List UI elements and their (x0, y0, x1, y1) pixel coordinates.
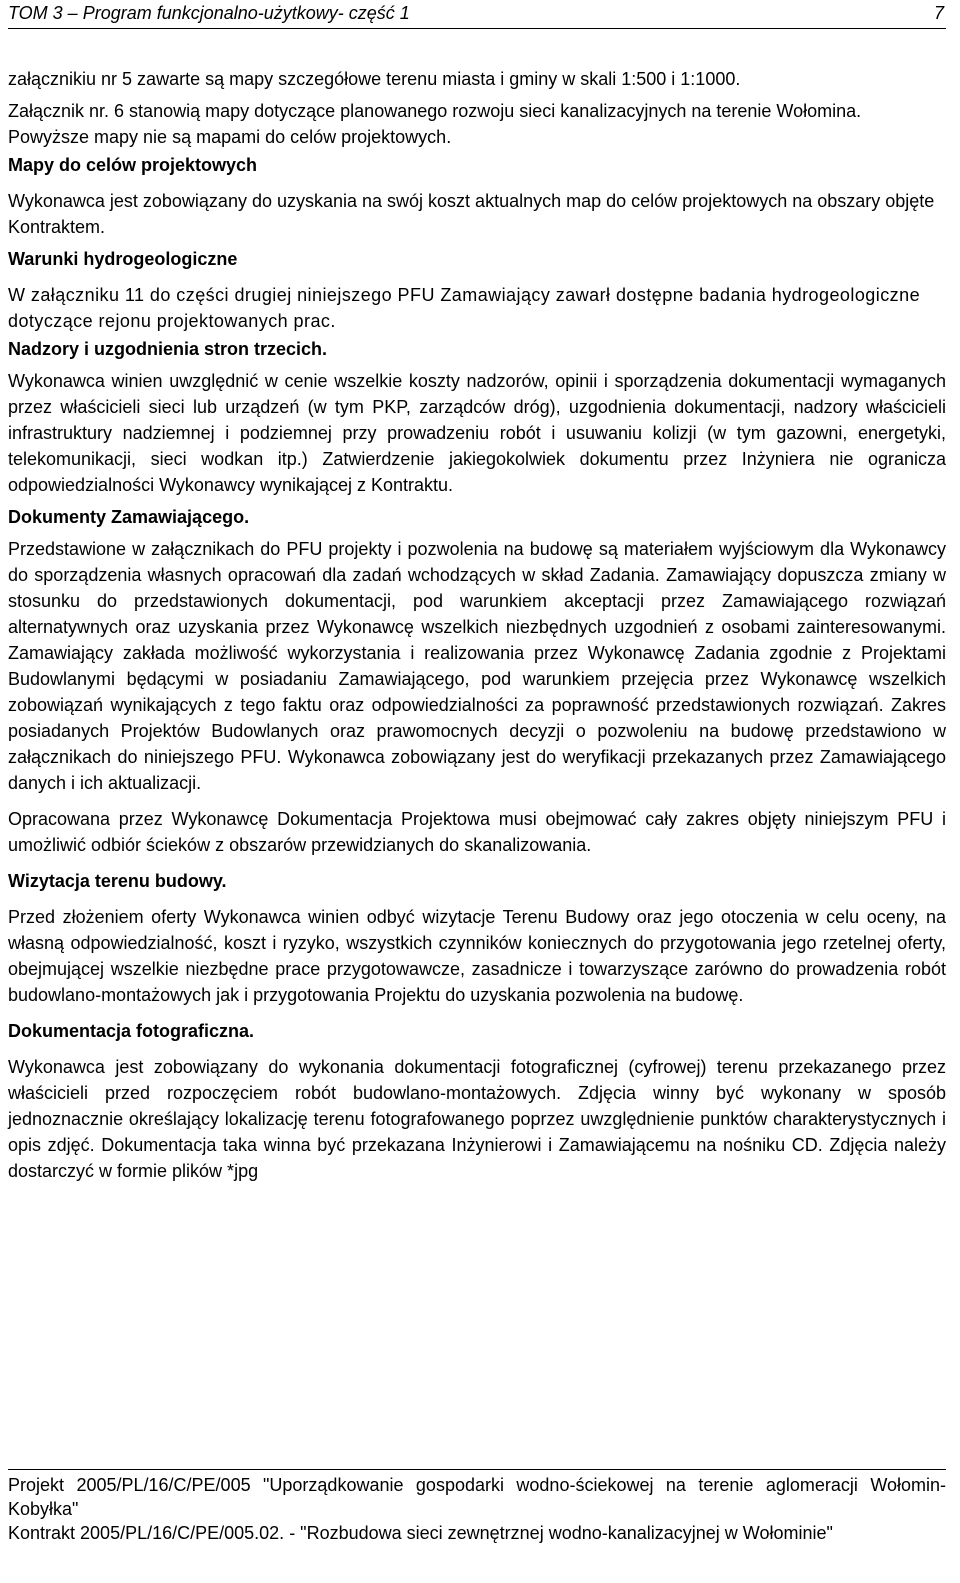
document-body (8, 66, 946, 1184)
paragraph-photo-documentation: Wykonawca jest zobowiązany do wykonania dokumentacji fotograficznej (cyfrowej) terenu przekazanego przez właścicieli przed rozpoczęciem robót budowlano-montażowych. Zdjęcia winny być wykonany w sposób jednoznacznie określający lokalizację terenu fotografowanego poprzez uwzględnienie punktów charakterystycznych i opis zdjęć. Dokumentacja taka winna być przekazana Inżynierowi i Zamawiającemu na nośniku CD. Zdjęcia należy dostarczyć w formie plików *jpg (8, 1057, 946, 1181)
footer-contract: Kontrakt 2005/PL/16/C/PE/005.02. - "Rozbudowa sieci zewnętrznej wodno-kanalizacyjnej w Wołominie" (8, 1523, 833, 1543)
heading-photo-documentation: Dokumentacja fotograficzna. (8, 1021, 255, 1041)
paragraph-maps-attachment-6: Załącznik nr. 6 stanowią mapy dotyczące planowanego rozwoju sieci kanalizacyjnych na terenie Wołomina. (8, 101, 862, 121)
paragraph-maps-note: Powyższe mapy nie są mapami do celów projektowych. (8, 127, 452, 147)
paragraph-hydrogeology: W załączniku 11 do części drugiej niniejszego PFU Zamawiający zawarł dostępne badania hydrogeologiczne dotyczące rejonu projektowanych prac. (8, 285, 921, 331)
heading-site-visit: Wizytacja terenu budowy. (8, 871, 227, 891)
heading-design-maps: Mapy do celów projektowych (8, 155, 258, 175)
header-divider (8, 28, 946, 29)
page-header (8, 2, 944, 24)
paragraph-employer-documents-1: Przedstawione w załącznikach do PFU projekty i pozwolenia na budowę są materiałem wyjściowym dla Wykonawcy do sporządzenia własnych opracowań dla zadań wchodzących w skład Zadania. Zamawiający dopuszcza zmiany w stosunku do przedstawionych dokumentacji, pod warunkiem akceptacji przez Zamawiającego rozwiązań alternatywnych oraz uzyskania przez Wykonawcę wszelkich niezbędnych uzgodnień z osobami zainteresowanymi. Zamawiający zakłada możliwość wykorzystania i realizowania przez Wykonawcę Zadania zgodnie z Projektami Budowlanymi będącymi w posiadaniu Zamawiającego, pod warunkiem przejęcia przez Wykonawcę wszelkich zobowiązań wynikających z tego faktu oraz odpowiedzialności za poprawność przedstawionych rozwiązań. Zakres posiadanych Projektów Budowlanych oraz prawomocnych decyzji o pozwoleniu na budowę przedstawiono w załącznikach do niniejszego PFU. Wykonawca zobowiązany jest do weryfikacji przekazanych przez Zamawiającego danych i ich aktualizacji. (8, 539, 946, 793)
footer-project: Projekt 2005/PL/16/C/PE/005 "Uporządkowanie gospodarki wodno-ściekowej na terenie aglomeracji Wołomin-Kobyłka" (8, 1475, 946, 1519)
heading-hydrogeology: Warunki hydrogeologiczne (8, 249, 238, 269)
footer-divider (8, 1469, 946, 1470)
paragraph-employer-documents-2: Opracowana przez Wykonawcę Dokumentacja Projektowa musi obejmować cały zakres objęty niniejszym PFU i umożliwić odbiór ścieków z obszarów przewidzianych do skanalizowania. (8, 809, 946, 855)
heading-employer-documents: Dokumenty Zamawiającego. (8, 507, 250, 527)
paragraph-site-visit: Przed złożeniem oferty Wykonawca winien odbyć wizytacje Terenu Budowy oraz jego otoczenia w celu oceny, na własną odpowiedzialność, koszt i ryzyko, wszystkich czynników koniecznych do przygotowania jego rzetelnej oferty, obejmującej wszelkie niezbędne prace przygotowawcze, zasadnicze i towarzyszące zarówno do prowadzenia robót budowlano-montażowych jak i przygotowania Projektu do uzyskania pozwolenia na budowę. (8, 907, 946, 1005)
paragraph-maps-attachment-5: załącznikiu nr 5 zawarte są mapy szczegółowe terenu miasta i gminy w skali 1:500 i 1:1000. (8, 69, 741, 89)
page-footer (8, 1473, 946, 1545)
paragraph-third-party-supervision: Wykonawca winien uwzględnić w cenie wszelkie koszty nadzorów, opinii i sporządzenia dokumentacji wymaganych przez właścicieli sieci lub urządzeń (w tym PKP, zarządców dróg), uzgodnienia dokumentacji, nadzory właścicieli infrastruktury nadziemnej i podziemnej przy prowadzeniu robót i usuwaniu kolizji (w tym gazowni, energetyki, telekomunikacji, sieci wodkan itp.) Zatwierdzenie jakiegokolwiek dokumentu przez Inżyniera nie ogranicza odpowiedzialności Wykonawcy wynikającej z Kontraktu. (8, 371, 946, 495)
paragraph-design-maps: Wykonawca jest zobowiązany do uzyskania na swój koszt aktualnych map do celów projektowych na obszary objęte Kontraktem. (8, 191, 935, 237)
document-title: TOM 3 – Program funkcjonalno-użytkowy- część 1 (8, 3, 410, 23)
heading-third-party-supervision: Nadzory i uzgodnienia stron trzecich. (8, 339, 328, 359)
page-number: 7 (933, 3, 944, 23)
